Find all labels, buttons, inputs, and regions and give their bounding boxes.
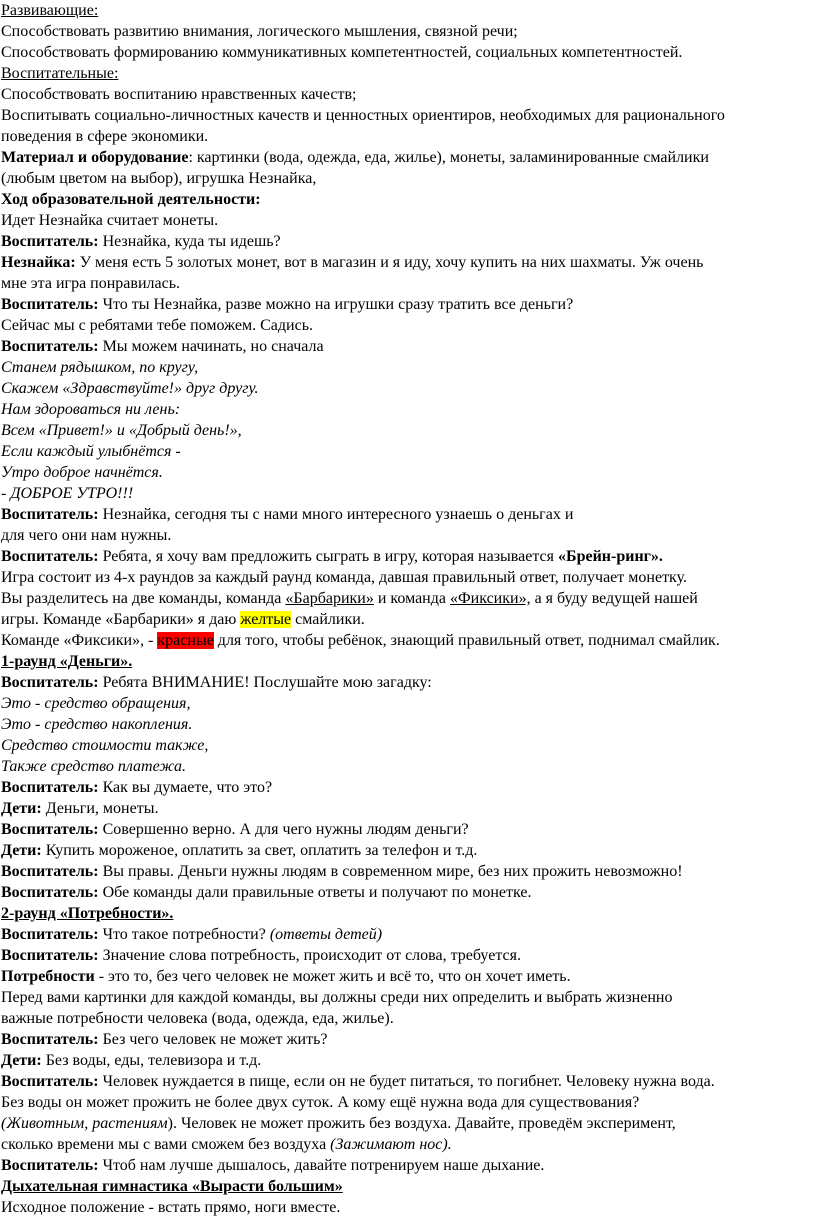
text-line bbox=[1, 378, 816, 399]
text-line bbox=[1, 756, 816, 777]
text-line bbox=[1, 546, 816, 567]
text-line bbox=[1, 714, 816, 735]
text-segment: Также средство платежа. bbox=[1, 758, 186, 775]
text-segment: Воспитатель: bbox=[1, 884, 99, 901]
text-segment: а я буду ведущей нашей bbox=[530, 590, 698, 607]
text-line bbox=[1, 462, 816, 483]
text-segment: Воспитатель: bbox=[1, 926, 99, 943]
text-segment: Дети: bbox=[1, 1052, 42, 1069]
text-line bbox=[1, 231, 816, 252]
text-segment: Если каждый улыбнётся - bbox=[1, 443, 181, 460]
text-line bbox=[1, 168, 816, 189]
text-line bbox=[1, 882, 816, 903]
text-line bbox=[1, 273, 816, 294]
text-line bbox=[1, 42, 816, 63]
text-segment: Потребности bbox=[1, 968, 95, 985]
text-line bbox=[1, 1176, 816, 1197]
text-segment: Воспитатель: bbox=[1, 947, 99, 964]
text-line bbox=[1, 399, 816, 420]
text-segment: Деньги, монеты. bbox=[41, 800, 159, 817]
text-segment: Игра состоит из 4-х раундов за каждый раунд команда, давшая правильный ответ, получает монетку. bbox=[1, 569, 687, 586]
text-segment: важные потребности человека (вода, одежда, еда, жилье). bbox=[1, 1010, 394, 1027]
text-segment: мне эта игра понравилась. bbox=[1, 275, 180, 292]
text-segment: Способствовать формированию коммуникативных компетентностей, социальных компетентностей. bbox=[1, 44, 683, 61]
text-segment: Дети: bbox=[1, 800, 42, 817]
text-segment: Обе команды дали правильные ответы и получают по монетке. bbox=[98, 884, 532, 901]
text-segment: красные bbox=[157, 632, 214, 649]
text-line bbox=[1, 735, 816, 756]
text-segment: Воспитатель: bbox=[1, 548, 99, 565]
text-line bbox=[1, 420, 816, 441]
text-line bbox=[1, 357, 816, 378]
text-segment: Воспитатель: bbox=[1, 779, 99, 796]
text-segment: Воспитывать социально-личностных качеств и ценностных ориентиров, необходимых для рационального bbox=[1, 107, 725, 124]
text-segment: Как вы думаете, что это? bbox=[98, 779, 273, 796]
text-segment: : картинки (вода, одежда, еда, жилье), монеты, заламинированные смайлики bbox=[188, 149, 709, 166]
text-segment: Всем «Привет!» и «Добрый день!», bbox=[1, 422, 242, 439]
text-line bbox=[1, 252, 816, 273]
text-segment: Средство стоимости также, bbox=[1, 737, 209, 754]
text-segment: Вы разделитесь на две команды, команда bbox=[1, 590, 286, 607]
text-line bbox=[1, 567, 816, 588]
text-segment: 1-раунд «Деньги». bbox=[1, 653, 133, 670]
text-line bbox=[1, 966, 816, 987]
text-segment: Ребята, я хочу вам предложить сыграть в игру, которая называется bbox=[98, 548, 558, 565]
text-line bbox=[1, 1113, 816, 1134]
text-segment: Воспитатель: bbox=[1, 863, 99, 880]
text-line bbox=[1, 798, 816, 819]
text-segment: Значение слова потребность, происходит от слова, требуется. bbox=[98, 947, 521, 964]
text-line bbox=[1, 630, 816, 651]
text-segment: игры. Команде «Барбарики» я даю bbox=[1, 611, 241, 628]
text-segment: Купить мороженое, оплатить за свет, оплатить за телефон и т.д. bbox=[41, 842, 478, 859]
text-segment: Чтоб нам лучше дышалось, давайте потренируем наше дыхание. bbox=[98, 1157, 545, 1174]
text-segment: Воспитатель: bbox=[1, 1073, 99, 1090]
text-segment: Воспитатель: bbox=[1, 821, 99, 838]
text-segment: Воспитатель: bbox=[1, 506, 99, 523]
text-segment: Воспитатель: bbox=[1, 338, 99, 355]
text-line bbox=[1, 651, 816, 672]
text-segment: Незнайка, сегодня ты с нами много интересного узнаешь о деньгах и bbox=[98, 506, 574, 523]
text-segment: Исходное положение - встать прямо, ноги вместе. bbox=[1, 1199, 341, 1216]
text-segment: Утро доброе начнётся. bbox=[1, 464, 163, 481]
text-line bbox=[1, 105, 816, 126]
text-line bbox=[1, 63, 816, 84]
text-line bbox=[1, 483, 816, 504]
text-segment: Мы можем начинать, но сначала bbox=[98, 338, 324, 355]
text-segment: Что такое потребности? bbox=[98, 926, 270, 943]
text-segment: Воспитатель: bbox=[1, 1157, 99, 1174]
text-line bbox=[1, 189, 816, 210]
text-segment: Человек нуждается в пище, если он не будет питаться, то погибнет. Человеку нужна вода. bbox=[98, 1073, 715, 1090]
text-segment: Способствовать развитию внимания, логического мышления, связной речи; bbox=[1, 23, 518, 40]
text-segment: Нам здороваться ни лень: bbox=[1, 401, 181, 418]
text-line bbox=[1, 924, 816, 945]
text-segment: Воспитатель: bbox=[1, 296, 99, 313]
text-segment: ). Человек не может прожить без воздуха. Давайте, проведём эксперимент, bbox=[167, 1115, 676, 1132]
text-segment: - ДОБРОЕ УТРО!!! bbox=[1, 485, 134, 502]
text-line bbox=[1, 987, 816, 1008]
text-segment: Совершенно верно. А для чего нужны людям деньги? bbox=[98, 821, 469, 838]
text-segment: Перед вами картинки для каждой команды, вы должны среди них определить и выбрать жизненно bbox=[1, 989, 673, 1006]
text-segment: Развивающие: bbox=[1, 2, 99, 19]
text-segment: Воспитатель: bbox=[1, 674, 99, 691]
text-segment: Без воды, еды, телевизора и т.д. bbox=[41, 1052, 262, 1069]
text-line bbox=[1, 1092, 816, 1113]
text-segment: Воспитательные: bbox=[1, 65, 119, 82]
text-segment: поведения в сфере экономики. bbox=[1, 128, 209, 145]
text-segment: Скажем «Здравствуйте!» друг другу. bbox=[1, 380, 259, 397]
text-line bbox=[1, 315, 816, 336]
text-line bbox=[1, 21, 816, 42]
text-segment: Воспитатель: bbox=[1, 1031, 99, 1048]
text-segment: Вы правы. Деньги нужны людям в современном мире, без них прожить невозможно! bbox=[98, 863, 683, 880]
text-segment: Без чего человек не может жить? bbox=[98, 1031, 328, 1048]
text-line bbox=[1, 84, 816, 105]
text-segment: смайлики. bbox=[291, 611, 365, 628]
text-segment: - это то, без чего человек не может жить и всё то, что он хочет иметь. bbox=[94, 968, 571, 985]
text-segment: Идет Незнайка считает монеты. bbox=[1, 212, 219, 229]
text-segment: Станем рядышком, по кругу, bbox=[1, 359, 199, 376]
text-segment: Способствовать воспитанию нравственных качеств; bbox=[1, 86, 357, 103]
text-segment: (ответы детей) bbox=[269, 926, 383, 943]
text-line bbox=[1, 1134, 816, 1155]
text-line bbox=[1, 126, 816, 147]
text-segment: Воспитатель: bbox=[1, 233, 99, 250]
text-segment: (Зажимают нос). bbox=[330, 1136, 452, 1153]
text-line bbox=[1, 903, 816, 924]
text-line bbox=[1, 210, 816, 231]
text-line bbox=[1, 1029, 816, 1050]
text-line bbox=[1, 441, 816, 462]
text-segment: Материал и оборудование bbox=[1, 149, 189, 166]
text-segment: Что ты Незнайка, разве можно на игрушки сразу тратить все деньги? bbox=[98, 296, 574, 313]
text-line bbox=[1, 1197, 816, 1218]
text-segment: Это - средство обращения, bbox=[1, 695, 191, 712]
text-segment: и команда bbox=[373, 590, 450, 607]
text-segment: Незнайка, куда ты идешь? bbox=[98, 233, 281, 250]
text-segment: Незнайка: bbox=[1, 254, 76, 271]
text-line bbox=[1, 819, 816, 840]
text-line bbox=[1, 1155, 816, 1176]
text-segment: «Барбарики» bbox=[285, 590, 374, 607]
text-line bbox=[1, 672, 816, 693]
text-line bbox=[1, 588, 816, 609]
text-segment: Ребята ВНИМАНИЕ! Послушайте мою загадку: bbox=[98, 674, 432, 691]
text-segment: желтые bbox=[240, 611, 292, 628]
text-segment: «Брейн-ринг». bbox=[557, 548, 663, 565]
text-line bbox=[1, 0, 816, 21]
text-segment: Без воды он может прожить не более двух суток. А кому ещё нужна вода для существования? bbox=[1, 1094, 640, 1111]
text-segment: 2-раунд «Потребности». bbox=[1, 905, 174, 922]
text-line bbox=[1, 1050, 816, 1071]
text-segment: «Фиксики», bbox=[449, 590, 531, 607]
text-segment: (Животным, растениям bbox=[1, 1115, 168, 1132]
text-line bbox=[1, 693, 816, 714]
text-segment: Ход образовательной деятельности: bbox=[1, 191, 261, 208]
text-segment: Команде «Фиксики», - bbox=[1, 632, 158, 649]
text-line bbox=[1, 1008, 816, 1029]
text-segment: для того, чтобы ребёнок, знающий правильный ответ, поднимал смайлик. bbox=[213, 632, 720, 649]
text-line bbox=[1, 504, 816, 525]
text-segment: Дыхательная гимнастика «Вырасти большим» bbox=[1, 1178, 343, 1195]
text-line bbox=[1, 861, 816, 882]
text-segment: Дети: bbox=[1, 842, 42, 859]
text-line bbox=[1, 840, 816, 861]
text-segment: У меня есть 5 золотых монет, вот в магазин и я иду, хочу купить на них шахматы. Уж очень bbox=[75, 254, 704, 271]
text-line bbox=[1, 336, 816, 357]
text-segment: Сейчас мы с ребятами тебе поможем. Садись. bbox=[1, 317, 313, 334]
text-line bbox=[1, 147, 816, 168]
text-segment: (любым цветом на выбор), игрушка Незнайка, bbox=[1, 170, 317, 187]
text-line bbox=[1, 609, 816, 630]
text-line bbox=[1, 525, 816, 546]
text-line bbox=[1, 777, 816, 798]
text-line bbox=[1, 945, 816, 966]
text-segment: сколько времени мы с вами сможем без воздуха bbox=[1, 1136, 331, 1153]
text-segment: Это - средство накопления. bbox=[1, 716, 193, 733]
text-line bbox=[1, 1071, 816, 1092]
text-line bbox=[1, 294, 816, 315]
text-segment: для чего они нам нужны. bbox=[1, 527, 172, 544]
